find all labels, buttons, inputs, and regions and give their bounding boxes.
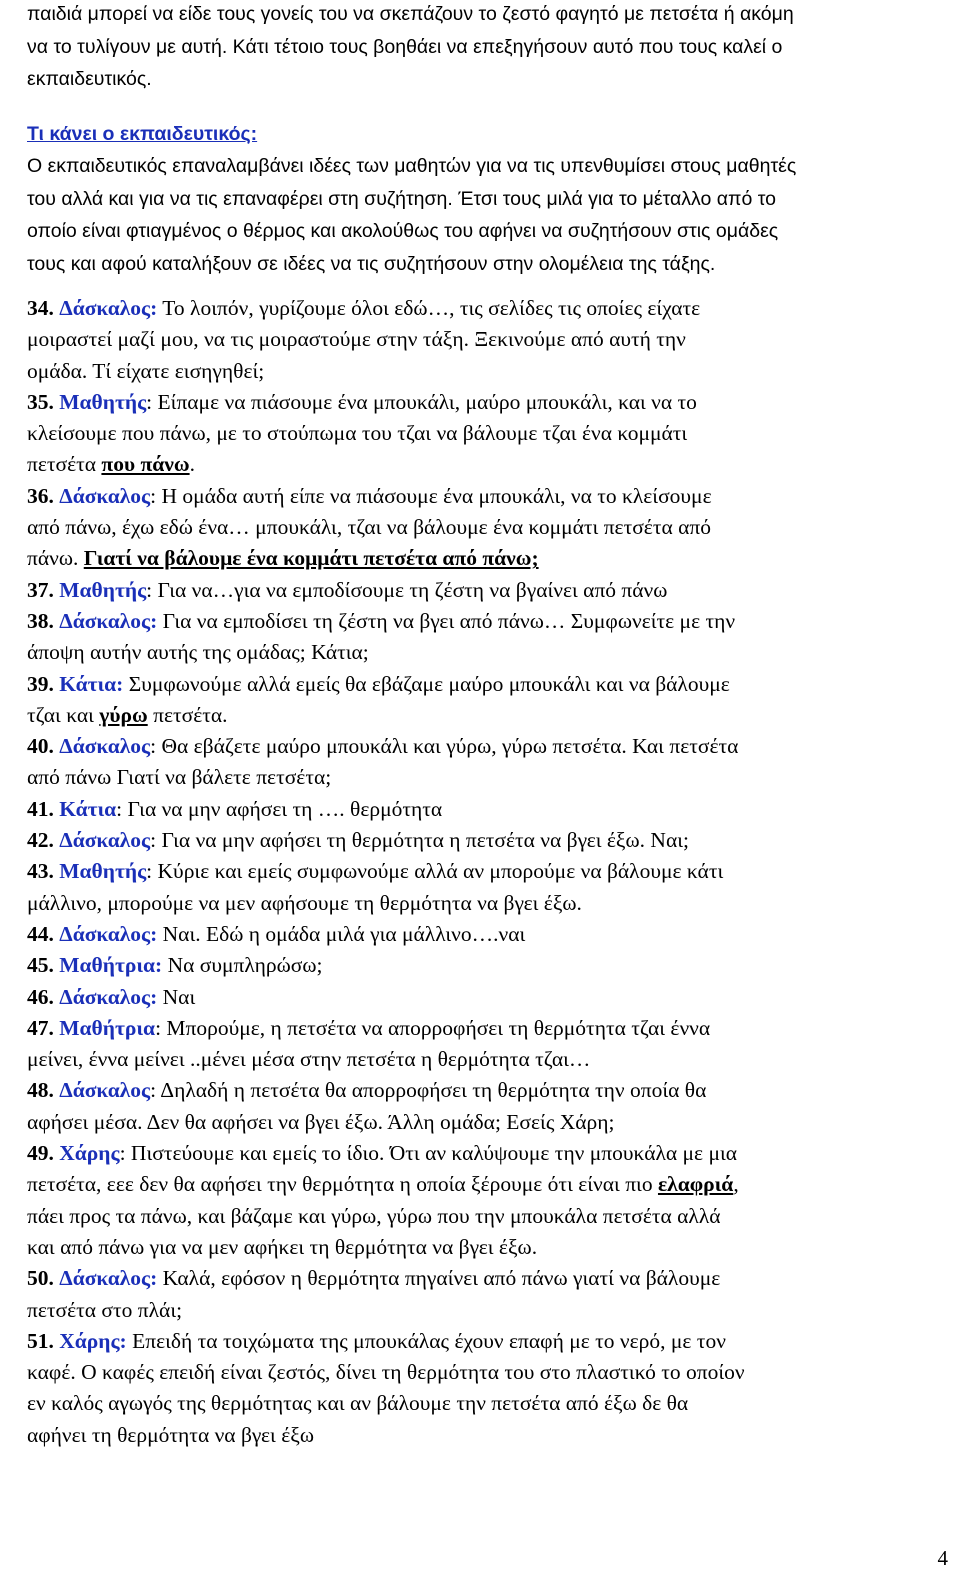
turn-48 — [27, 1075, 945, 1138]
speaker-label: Μαθητής — [59, 389, 147, 414]
turn-number: 34. — [27, 296, 54, 320]
turn-47 — [27, 1013, 945, 1076]
turn-text: και από πάνω για να μεν αφήκει τη θερμότητα να βγει έξω. — [27, 1234, 538, 1259]
speaker-label: Δάσκαλος — [59, 734, 151, 759]
underlined-text: ελαφριά — [657, 1172, 734, 1197]
speaker-label: Χάρης — [59, 1141, 120, 1166]
turn-46 — [27, 982, 945, 1013]
turn-text: πετσέτα — [27, 452, 102, 477]
turn-number: 46. — [27, 984, 54, 1009]
turn-text: Το λοιπόν, γυρίζουμε όλοι εδώ…, τις σελίδες τις οποίες είχατε — [162, 296, 701, 320]
turn-38 — [27, 606, 945, 669]
intro-line: εκπαιδευτικός. — [27, 68, 152, 90]
turn-text: καφέ. Ο καφές επειδή είναι ζεστός, δίνει τη θερμότητα του στο πλαστικό το οποίον — [27, 1360, 745, 1385]
section-heading: Τι κάνει ο εκπαιδευτικός: — [27, 123, 258, 145]
turn-text: αφήνει τη θερμότητα να βγει έξω — [27, 1422, 314, 1447]
underlined-text: γύρω — [99, 702, 148, 727]
speaker-label: Δάσκαλος: — [59, 984, 158, 1009]
speaker-label: Μαθήτρια — [59, 1015, 156, 1040]
turn-36 — [27, 481, 945, 575]
intro-line: να το τυλίγουν με αυτή. Κάτι τέτοιο τους βοηθάει να επεξηγήσουν αυτό που τους καλεί ο — [27, 35, 783, 58]
turn-43 — [27, 856, 945, 919]
turn-number: 35. — [27, 389, 54, 414]
underlined-question: Γιατί να βάλουμε ένα κομμάτι πετσέτα από πάνω; — [83, 546, 539, 571]
teacher-line: του αλλά και για να τις επαναφέρει στη συζήτηση. Έτσι τους μιλά για το μέταλλο από το — [27, 187, 777, 210]
turn-50 — [27, 1263, 945, 1326]
turn-text: : Είπαμε να πιάσουμε ένα μπουκάλι, μαύρο μπουκάλι, και να το — [146, 389, 697, 414]
turn-text: εν καλός αγωγός της θερμότητας και αν βάλουμε την πετσέτα από έξω δε θα — [27, 1391, 689, 1416]
turn-42 — [27, 825, 945, 856]
turn-number: 45. — [27, 953, 54, 978]
turn-text: Να συμπληρώσω; — [162, 953, 323, 978]
turn-text: μάλλινο, μπορούμε να μεν αφήσουμε τη θερμότητα να βγει έξω. — [27, 890, 582, 915]
turn-number: 40. — [27, 734, 54, 759]
turn-text: μοιραστεί μαζί μου, να τις μοιραστούμε στην τάξη. Ξεκινούμε από αυτή την — [27, 327, 686, 352]
turn-text: : Θα εβάζετε μαύρο μπουκάλι και γύρω, γύρω πετσέτα. Και πετσέτα — [150, 734, 739, 759]
intro-line: παιδιά μπορεί να είδε τους γονείς του να σκεπάζουν το ζεστό φαγητό με πετσέτα ή ακόμη — [27, 3, 794, 25]
turn-text: ομάδα. Τί είχατε εισηγηθεί; — [27, 358, 265, 383]
turn-text: : Κύριε και εμείς συμφωνούμε αλλά αν μπορούμε να βάλουμε κάτι — [146, 859, 724, 884]
turn-text: : Μπορούμε, η πετσέτα να απορροφήσει τη θερμότητα τζαι έννα — [155, 1015, 711, 1040]
speaker-label: Δάσκαλος — [59, 483, 151, 508]
turn-35 — [27, 387, 945, 481]
speaker-label: Δάσκαλος: — [59, 296, 158, 320]
turn-40 — [27, 731, 945, 794]
turn-37 — [27, 575, 945, 606]
teacher-line: Ο εκπαιδευτικός επαναλαμβάνει ιδέες των μαθητών για να τις υπενθυμίσει στους μαθητές — [27, 155, 797, 177]
speaker-label: Δάσκαλος — [59, 1078, 151, 1103]
turn-text: Ναι. Εδώ η ομάδα μιλά για μάλλινο….ναι — [157, 921, 526, 946]
speaker-label: Μαθητής — [59, 859, 147, 884]
turn-text: πετσέτα. — [147, 702, 228, 727]
turn-number: 43. — [27, 859, 54, 884]
turn-text: μείνει, έννα μείνει ..μένει μέσα στην πετσέτα η θερμότητα τζαι… — [27, 1047, 591, 1072]
turn-text: Για να εμποδίσει τη ζέστη να βγει από πάνω… Συμφωνείτε με την — [157, 608, 736, 633]
speaker-label: Κάτια — [59, 796, 117, 821]
turn-text: πετσέτα, εεε δεν θα αφήσει την θερμότητα η οποία ξέρουμε ότι είναι πιο — [27, 1172, 658, 1197]
turn-number: 42. — [27, 828, 54, 853]
speaker-label: Δάσκαλος: — [59, 1266, 158, 1291]
page-number: 4 — [937, 1546, 948, 1570]
turn-51 — [27, 1326, 945, 1451]
turn-49 — [27, 1138, 945, 1263]
speaker-label: Μαθητής — [59, 577, 147, 602]
turn-number: 36. — [27, 483, 54, 508]
turn-text: άποψη αυτήν αυτής της ομάδας; Κάτια; — [27, 640, 369, 665]
turn-number: 49. — [27, 1141, 54, 1166]
turn-34 — [27, 293, 945, 387]
speaker-label: Κάτια: — [59, 671, 124, 696]
teacher-line: τους και αφού καταλήξουν σε ιδέες να τις συζητήσουν στην ολομέλεια της τάξης. — [27, 252, 716, 275]
turn-number: 48. — [27, 1078, 54, 1103]
turn-text: : Η ομάδα αυτή είπε να πιάσουμε ένα μπουκάλι, να το κλείσουμε — [150, 483, 712, 508]
turn-text: Ναι — [157, 984, 196, 1009]
turn-number: 50. — [27, 1266, 54, 1291]
turn-text: . — [189, 452, 195, 477]
turn-number: 41. — [27, 796, 54, 821]
turn-number: 47. — [27, 1015, 54, 1040]
turn-text: κλείσουμε που πάνω, με το στούπωμα του τζαι να βάλουμε τζαι ένα κομμάτι — [27, 421, 688, 446]
underlined-text: που πάνω — [101, 452, 190, 477]
turn-text: τζαι και — [27, 702, 100, 727]
turn-number: 38. — [27, 608, 54, 633]
speaker-label: Δάσκαλος: — [59, 921, 158, 946]
turn-44 — [27, 919, 945, 950]
turn-number: 51. — [27, 1328, 54, 1353]
turn-39 — [27, 669, 945, 732]
turn-text: αφήσει μέσα. Δεν θα αφήσει να βγει έξω. Άλλη ομάδα; Εσείς Χάρη; — [27, 1109, 615, 1134]
turn-text: Καλά, εφόσον η θερμότητα πηγαίνει από πάνω γιατί να βάλουμε — [157, 1266, 721, 1291]
turn-text: Συμφωνούμε αλλά εμείς θα εβάζαμε μαύρο μπουκάλι και να βάλουμε — [123, 671, 730, 696]
turn-text: Επειδή τα τοιχώματα της μπουκάλας έχουν επαφή με το νερό, με τον — [126, 1328, 726, 1353]
speaker-label: Δάσκαλος — [59, 828, 151, 853]
teacher-paragraph — [27, 150, 945, 280]
turn-text: από πάνω, έχω εδώ ένα… μπουκάλι, τζαι να βάλουμε ένα κομμάτι πετσέτα από — [27, 515, 711, 540]
turn-text: , — [733, 1172, 739, 1197]
speaker-label: Χάρης: — [59, 1328, 127, 1353]
intro-paragraph — [27, 0, 945, 96]
turn-text: πάνω. — [27, 546, 84, 571]
turn-45 — [27, 950, 945, 981]
turn-number: 39. — [27, 671, 54, 696]
turn-text: : Για να μην αφήσει τη …. θερμότητα — [116, 796, 443, 821]
turn-number: 44. — [27, 921, 54, 946]
turn-41 — [27, 794, 945, 825]
speaker-label: Δάσκαλος: — [59, 608, 158, 633]
turn-text: από πάνω Γιατί να βάλετε πετσέτα; — [27, 765, 332, 790]
turn-text: : Δηλαδή η πετσέτα θα απορροφήσει τη θερμότητα την οποία θα — [150, 1078, 707, 1103]
turn-text: : Για να…για να εμποδίσουμε τη ζέστη να βγαίνει από πάνω — [146, 577, 668, 602]
turn-text: : Για να μην αφήσει τη θερμότητα η πετσέτα να βγει έξω. Ναι; — [150, 828, 689, 853]
dialogue-transcript — [27, 293, 945, 1451]
turn-number: 37. — [27, 577, 54, 602]
turn-text: πάει προς τα πάνω, και βάζαμε και γύρω, γύρω που την μπουκάλα πετσέτα αλλά — [27, 1203, 721, 1228]
teacher-line: οποίο είναι φτιαγμένος ο θέρμος και ακολούθως του αφήνει να συζητήσουν στις ομάδες — [27, 220, 779, 242]
speaker-label: Μαθήτρια: — [59, 953, 163, 978]
turn-text: : Πιστεύουμε και εμείς το ίδιο. Ότι αν καλύψουμε την μπουκάλα με μια — [119, 1141, 738, 1166]
turn-text: πετσέτα στο πλάι; — [27, 1297, 183, 1322]
